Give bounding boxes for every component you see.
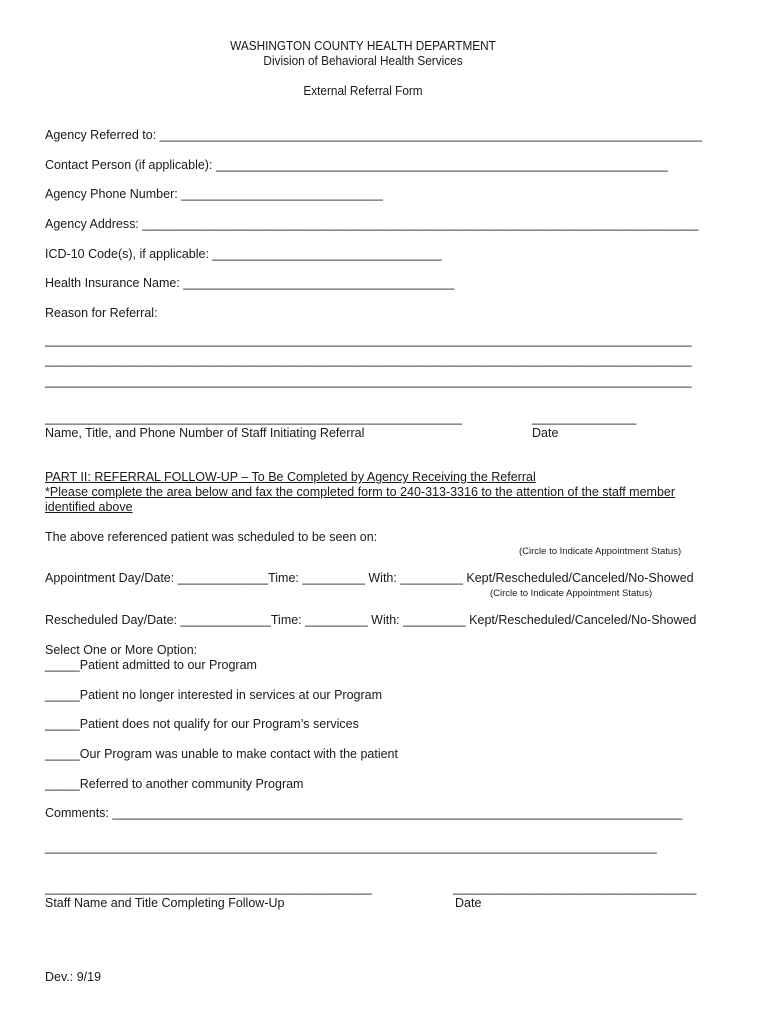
staff-signature-line[interactable]: ____________________________________________________________ bbox=[45, 411, 463, 425]
referral-date-label: Date bbox=[532, 426, 559, 440]
insurance-field[interactable]: Health Insurance Name: _______________________________________ bbox=[45, 276, 455, 290]
department-title: WASHINGTON COUNTY HEALTH DEPARTMENT bbox=[230, 39, 496, 53]
part2-instruction: *Please complete the area below and fax the completed form to 240-313-3316 to the attention of the staff member bbox=[45, 485, 676, 499]
agency-referred-to-field[interactable]: Agency Referred to: ______________________________________________________________________________ bbox=[45, 128, 702, 142]
division-subtitle: Division of Behavioral Health Services bbox=[263, 54, 463, 68]
revision-footer: Dev.: 9/19 bbox=[45, 970, 102, 984]
option-referred-other[interactable]: _____Referred to another community Program bbox=[45, 777, 304, 791]
reason-label: Reason for Referral: bbox=[45, 306, 158, 320]
appointment-field[interactable]: Appointment Day/Date: _____________Time: _________ With: _________ Kept/Rescheduled/Canceled/No-Showed bbox=[45, 571, 694, 585]
followup-date-label: Date bbox=[455, 896, 482, 910]
referral-date-line[interactable]: _______________ bbox=[532, 411, 637, 425]
reason-line[interactable]: _____________________________________________________________________________________________ bbox=[45, 333, 692, 347]
part2-instruction-cont: identified above bbox=[45, 500, 133, 514]
option-not-qualify[interactable]: _____Patient does not qualify for our Program’s services bbox=[45, 717, 359, 731]
select-options-label: Select One or More Option: bbox=[45, 643, 198, 657]
option-unable-contact[interactable]: _____Our Program was unable to make contact with the patient bbox=[45, 747, 398, 761]
icd10-field[interactable]: ICD-10 Code(s), if applicable: _________________________________ bbox=[45, 247, 442, 261]
part2-heading: PART II: REFERRAL FOLLOW-UP – To Be Completed by Agency Receiving the Referral bbox=[45, 470, 536, 484]
contact-person-field[interactable]: Contact Person (if applicable): _________________________________________________________________ bbox=[45, 158, 668, 172]
reason-line[interactable]: _____________________________________________________________________________________________ bbox=[45, 374, 692, 388]
option-not-interested[interactable]: _____Patient no longer interested in services at our Program bbox=[45, 688, 382, 702]
staff-signature-label: Name, Title, and Phone Number of Staff Initiating Referral bbox=[45, 426, 365, 440]
followup-signature-line[interactable]: _______________________________________________ bbox=[45, 881, 372, 895]
reason-line[interactable]: _____________________________________________________________________________________________ bbox=[45, 353, 692, 367]
agency-phone-field[interactable]: Agency Phone Number: _____________________________ bbox=[45, 187, 383, 201]
agency-address-field[interactable]: Agency Address: ________________________________________________________________________________ bbox=[45, 217, 699, 231]
followup-date-line[interactable]: ___________________________________ bbox=[453, 881, 697, 895]
circle-note: (Circle to Indicate Appointment Status) bbox=[519, 546, 682, 557]
circle-note: (Circle to Indicate Appointment Status) bbox=[490, 588, 653, 599]
option-admitted[interactable]: _____Patient admitted to our Program bbox=[45, 658, 257, 672]
rescheduled-field[interactable]: Rescheduled Day/Date: _____________Time: _________ With: _________ Kept/Rescheduled/Canceled/No-Showed bbox=[45, 613, 697, 627]
scheduled-text: The above referenced patient was scheduled to be seen on: bbox=[45, 530, 378, 544]
comments-line[interactable]: ________________________________________________________________________________________ bbox=[45, 840, 657, 854]
comments-field[interactable]: Comments: __________________________________________________________________________________ bbox=[45, 806, 683, 820]
form-title: External Referral Form bbox=[303, 84, 423, 98]
followup-signature-label: Staff Name and Title Completing Follow-Up bbox=[45, 896, 285, 910]
